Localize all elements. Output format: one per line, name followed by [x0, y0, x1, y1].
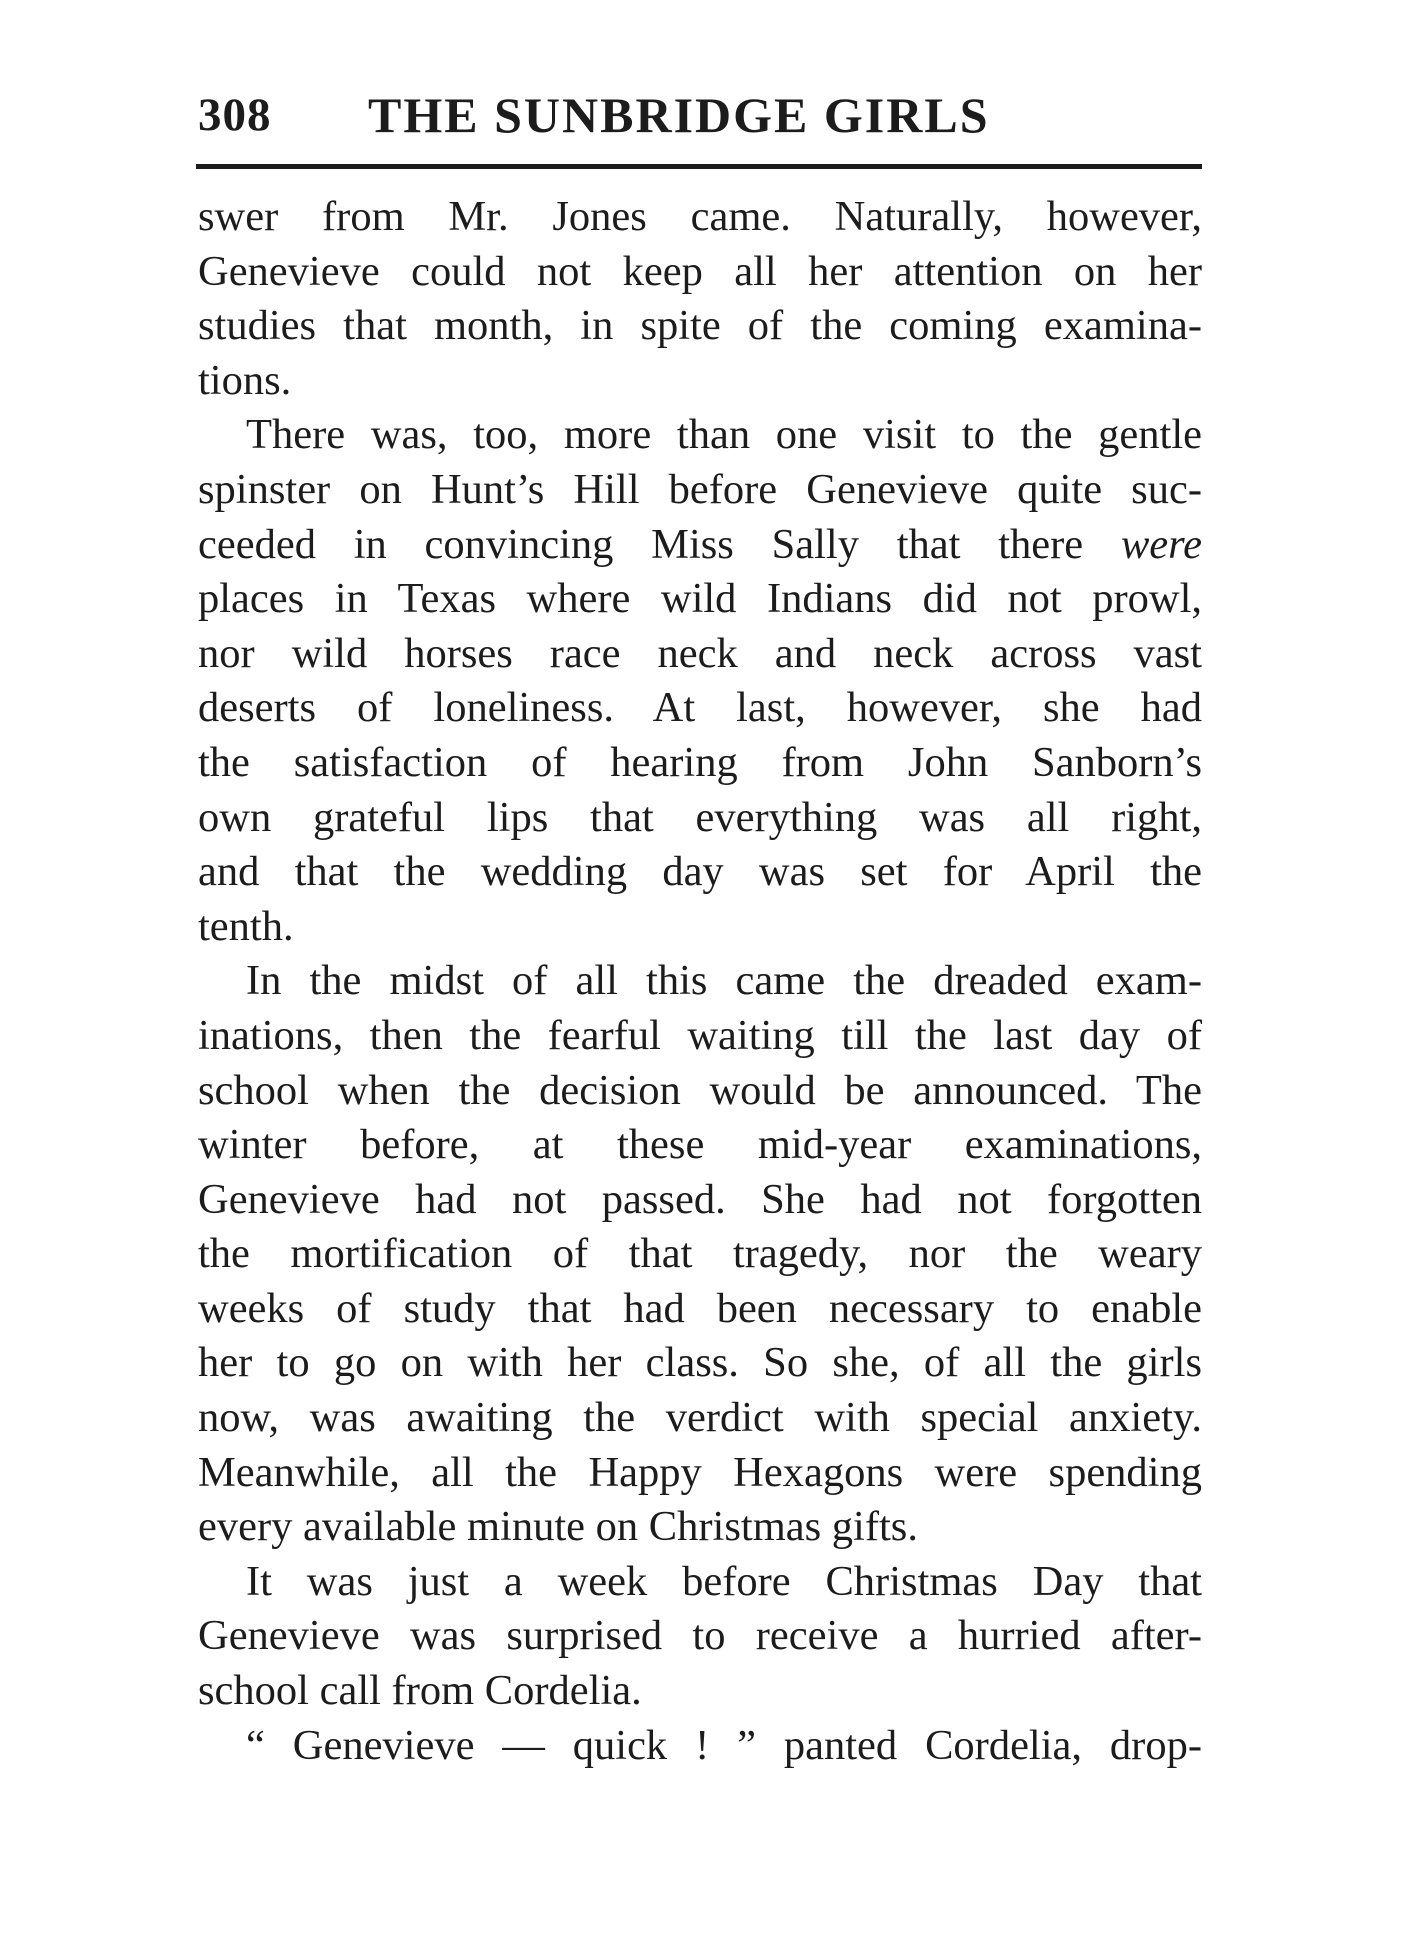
- paragraph: [198, 408, 1202, 954]
- paragraph: [198, 954, 1202, 1555]
- text-line: It was just a week before Christmas Day that: [246, 1557, 1202, 1605]
- text-line: [198, 518, 1202, 573]
- text-line: own grateful lips that everything was all right,: [198, 793, 1202, 841]
- text-line: “ Genevieve — quick ! ” panted Cordelia, drop-: [246, 1721, 1202, 1769]
- text-line: In the midst of all this came the dreaded exam-: [246, 957, 1202, 1005]
- text-line: nor wild horses race neck and neck across vast: [198, 629, 1202, 677]
- paragraph: [198, 1719, 1202, 1774]
- text-line: tions.: [198, 356, 292, 404]
- text-line: the satisfaction of hearing from John Sanborn’s: [198, 738, 1202, 786]
- text-line: winter before, at these mid-year examinations,: [198, 1121, 1202, 1169]
- text-line: Genevieve could not keep all her attention on her: [198, 247, 1202, 295]
- running-title: THE SUNBRIDGE GIRLS: [368, 87, 990, 143]
- text-line: school when the decision would be announced. The: [198, 1066, 1202, 1114]
- page-number: 308: [198, 89, 272, 141]
- header-rule: [196, 164, 1202, 169]
- text-line: and that the wedding day was set for April the: [198, 848, 1202, 896]
- text-fragment: ceeded in convincing Miss Sally that there: [198, 520, 1121, 568]
- italic-word: were: [1120, 520, 1202, 568]
- text-line: her to go on with her class. So she, of all the girls: [198, 1339, 1202, 1387]
- text-line: weeks of study that had been necessary to enable: [198, 1284, 1202, 1332]
- text-line: every available minute on Christmas gifts.: [198, 1503, 918, 1551]
- text-line: swer from Mr. Jones came. Naturally, however,: [198, 193, 1202, 240]
- text-line: There was, too, more than one visit to the gentle: [246, 411, 1202, 459]
- text-line: places in Texas where wild Indians did not prowl,: [198, 575, 1202, 623]
- text-line: now, was awaiting the verdict with special anxiety.: [198, 1394, 1202, 1442]
- text-line: studies that month, in spite of the coming examina-: [198, 302, 1202, 350]
- text-line: Genevieve had not passed. She had not forgotten: [198, 1175, 1202, 1223]
- paragraph: [198, 190, 1202, 408]
- text-line: tenth.: [198, 902, 294, 950]
- paragraph: [198, 1555, 1202, 1719]
- body-text: [198, 190, 1202, 1773]
- text-line: Genevieve was surprised to receive a hurried after-: [198, 1612, 1202, 1660]
- text-line: Meanwhile, all the Happy Hexagons were spending: [198, 1448, 1202, 1496]
- text-line: the mortification of that tragedy, nor the weary: [198, 1230, 1202, 1278]
- text-line: spinster on Hunt’s Hill before Genevieve quite suc-: [198, 465, 1202, 513]
- text-line: deserts of loneliness. At last, however, she had: [198, 684, 1202, 732]
- page-header: [198, 88, 1200, 158]
- text-line: inations, then the fearful waiting till the last day of: [198, 1011, 1202, 1059]
- text-line: school call from Cordelia.: [198, 1667, 642, 1715]
